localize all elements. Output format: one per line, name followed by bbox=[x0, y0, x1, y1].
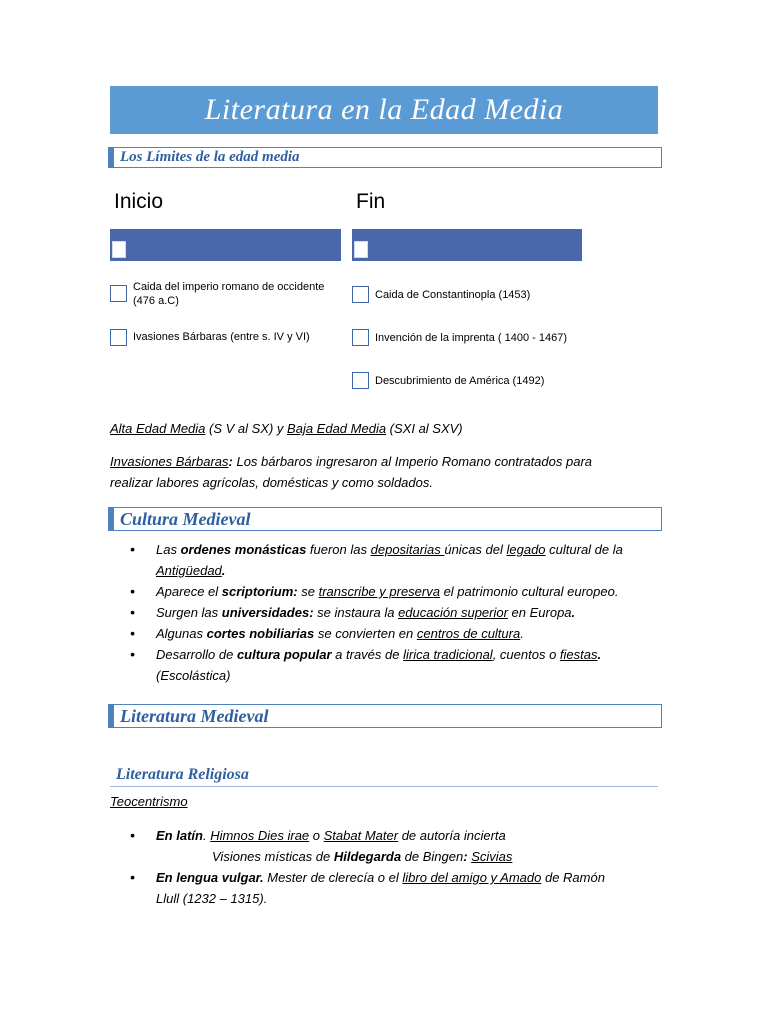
religiosa-divider bbox=[110, 786, 658, 787]
religiosa-heading: Literatura Religiosa bbox=[116, 766, 249, 783]
invasiones-term: Invasiones Bárbaras bbox=[110, 454, 229, 469]
alta-edad-media-link: Alta Edad Media bbox=[110, 421, 206, 436]
fin-item-1: Caida de Constantinopla (1453) bbox=[375, 289, 531, 301]
fin-item-2-checkbox[interactable] bbox=[352, 329, 369, 346]
inicio-item-1-line2: (476 a.C) bbox=[133, 295, 179, 307]
fin-label: Fin bbox=[356, 190, 386, 213]
bullet-icon: • bbox=[130, 827, 135, 843]
fin-bar bbox=[352, 229, 582, 261]
alta-range: (S V al SX) y bbox=[205, 421, 288, 436]
list-item: • Las ordenes monásticas fueron las depositarias únicas del legado cultural de la Antigüedad. bbox=[130, 541, 623, 578]
invasiones-line1: Los bárbaros ingresaron al Imperio Romano contratados para bbox=[232, 454, 593, 469]
limits-heading: Los Límites de la edad media bbox=[120, 149, 300, 165]
baja-edad-media-link: Baja Edad Media bbox=[287, 421, 387, 436]
list-item: • Aparece el scriptorium: se transcribe y preserva el patrimonio cultural europeo. bbox=[130, 581, 660, 602]
list-item: • En latín. Himnos Dies irae o Stabat Mater de autoría incierta Visiones místicas de Hildegarda de Bingen: Scivias bbox=[130, 827, 513, 864]
periods-line bbox=[110, 418, 463, 439]
bullet-icon: • bbox=[130, 583, 135, 599]
bullet-icon: • bbox=[130, 646, 135, 662]
inicio-item-2-checkbox[interactable] bbox=[110, 329, 127, 346]
list-item: • Surgen las universidades: se instaura la educación superior en Europa. bbox=[130, 602, 660, 623]
list-item: • Algunas cortes nobiliarias se convierten en centros de cultura. bbox=[130, 623, 660, 644]
inicio-bar-square bbox=[112, 241, 126, 258]
cultura-heading: Cultura Medieval bbox=[120, 509, 251, 529]
bullet-icon: • bbox=[130, 625, 135, 641]
bullet-icon: • bbox=[130, 541, 135, 557]
inicio-item-2: Ivasiones Bárbaras (entre s. IV y VI) bbox=[133, 331, 310, 343]
fin-item-1-checkbox[interactable] bbox=[352, 286, 369, 303]
inicio-bar bbox=[110, 229, 341, 261]
fin-item-3-checkbox[interactable] bbox=[352, 372, 369, 389]
list-item: • Desarrollo de cultura popular a través de lirica tradicional, cuentos o fiestas. (Escolástica) bbox=[130, 646, 602, 683]
inicio-item-1-checkbox[interactable] bbox=[110, 285, 127, 302]
invasiones-paragraph bbox=[110, 451, 592, 493]
page-title: Literatura en la Edad Media bbox=[204, 93, 564, 126]
title-banner bbox=[110, 86, 658, 134]
literatura-heading: Literatura Medieval bbox=[120, 706, 269, 726]
fin-bar-square bbox=[354, 241, 368, 258]
invasiones-colon: : bbox=[228, 454, 233, 469]
inicio-item-1 bbox=[133, 280, 324, 308]
baja-range: (SXI al SXV) bbox=[386, 421, 463, 436]
fin-item-2: Invención de la imprenta ( 1400 - 1467) bbox=[375, 332, 568, 344]
inicio-label: Inicio bbox=[114, 190, 164, 213]
bullet-icon: • bbox=[130, 604, 135, 620]
literatura-heading-box bbox=[108, 704, 662, 728]
list-item: • En lengua vulgar. Mester de clerecía o el libro del amigo y Amado de Ramón Llull (1232 – 1315). bbox=[130, 869, 605, 906]
cultura-heading-box bbox=[108, 507, 662, 531]
invasiones-line2: realizar labores agrícolas, domésticas y como soldados. bbox=[110, 475, 433, 490]
fin-item-3: Descubrimiento de América (1492) bbox=[375, 375, 545, 387]
limits-heading-box bbox=[108, 147, 662, 168]
bullet-icon: • bbox=[130, 869, 135, 885]
teocentrismo: Teocentrismo bbox=[110, 794, 188, 809]
inicio-item-1-line1: Caida del imperio romano de occidente bbox=[133, 281, 325, 293]
religiosa-list bbox=[130, 825, 660, 909]
cultura-list bbox=[130, 539, 660, 686]
